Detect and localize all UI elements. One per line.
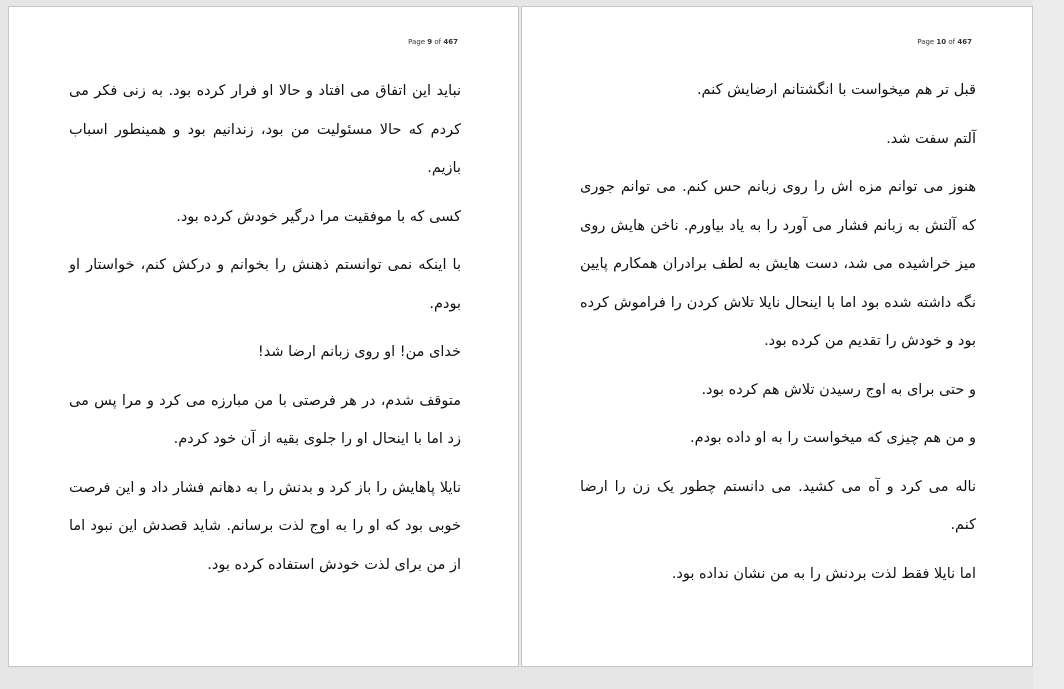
paragraph: اما نایلا فقط لذت بردنش را به من نشان نداده بود. [671, 565, 976, 582]
paragraph: خدای من! او روی زبانم ارضا شد! [257, 344, 461, 360]
page-number-header: Page 10 of 467 [917, 38, 972, 46]
page-number-header: Page 9 of 467 [408, 38, 458, 46]
page-9 [8, 6, 519, 667]
paragraph: کسی که با موفقیت مرا درگیر خودش کرده بود. [176, 208, 461, 225]
page-body-text [580, 71, 976, 593]
paragraph: و من هم چیزی که میخواست را به او داده بودم. [690, 430, 976, 446]
paragraph: قبل تر هم میخواست با انگشتانم ارضایش کنم. [696, 82, 976, 98]
page-10 [521, 6, 1033, 667]
paragraph: آلتم سفت شد. [886, 130, 976, 147]
paragraph: ناله می کرد و آه می کشید. می دانستم چطور یک زن را ارضا کنم. [580, 478, 976, 533]
paragraph: نباید این اتفاق می افتاد و حالا او فرار کرده بود. به زنی فکر می کردم که حالا مسئولیت من بود، زندانیم بود و همینطور اسباب بازیم. [69, 83, 461, 176]
paragraph: با اینکه نمی توانستم ذهنش را بخوانم و درکش کنم، خواستار او بودم. [69, 257, 461, 312]
paragraph: متوقف شدم، در هر فرصتی با من مبارزه می کرد و مرا پس می زد اما با اینحال او را جلوی بقیه از آن خود کردم. [69, 392, 461, 447]
viewer-background [1033, 0, 1064, 689]
page-body-text [69, 72, 461, 584]
paragraph: نایلا پاهایش را باز کرد و بدنش را به دهانم فشار داد و این فرصت خوبی بود که او را به اوج لذت برسانم. شاید قصدش این نبود اما از من برای لذت خودش استفاده کرده بود. [69, 479, 461, 573]
paragraph: هنوز می توانم مزه اش را روی زبانم حس کنم. می توانم جوری که آلتش به زبانم فشار می آورد را به یاد بیاورم. ناخن هایش روی میز خراشیده می شد، دست هایش به لطف برادران همکارم پایین نگه داشته شده بود اما با اینحال نایلا تلاش کردن را فراموش کرده بود و خودش را تقدیم من کرده بود. [580, 179, 976, 349]
paragraph: و حتی برای به اوج رسیدن تلاش هم کرده بود. [701, 381, 976, 398]
